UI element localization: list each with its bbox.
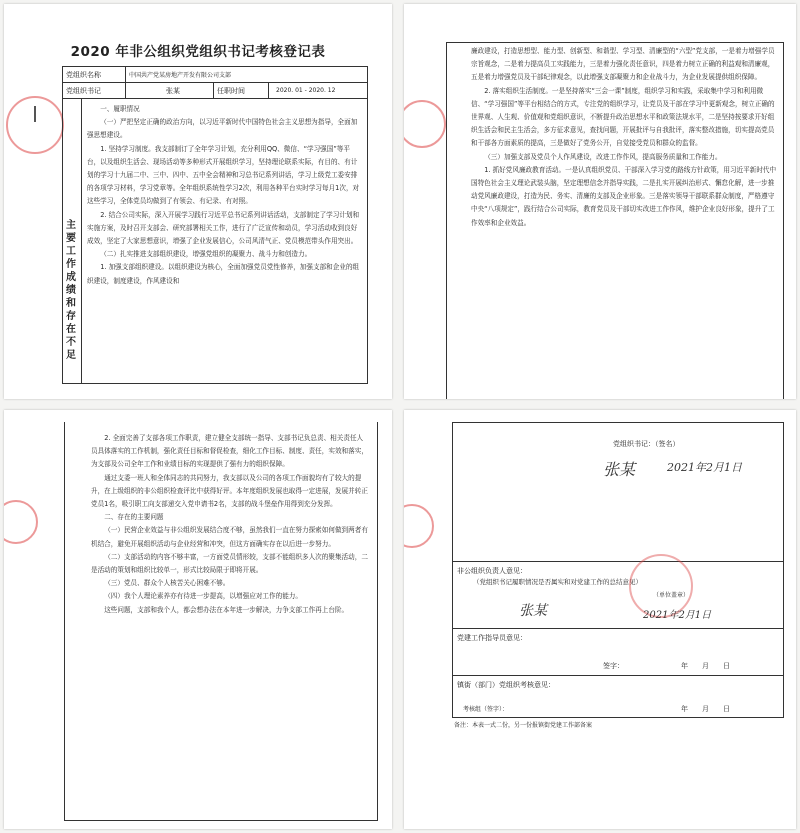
guide-label: 党建工作指导员意见： [457, 634, 527, 642]
term-label: 任职时间 [217, 86, 245, 95]
guide-date: 年 月 日 [681, 662, 730, 670]
document-page-1 [4, 4, 392, 399]
town-label: 镇街（部门）党组织考核意见： [457, 681, 555, 689]
org-head-signature: 张某 [519, 603, 547, 619]
org-head-opinion-row [453, 562, 783, 629]
secretary-signature-row [453, 423, 783, 562]
org-head-text: （党组织书记履职情况是否属实和对党建工作的总结意见） [473, 578, 642, 586]
paragraph: （三）加强支部及党员个人作风建设，改进工作作风，提高服务质量和工作能力。 [484, 152, 722, 161]
margin-mark [34, 106, 36, 122]
continuation-text [91, 432, 369, 820]
secretary-sign-label: 党组织书记：（签名） [613, 440, 680, 448]
paragraph: 2. 落实组织生活制度。一是坚持落实“三会一课”制度，组织学习和实践，采取集中学习和利用微信、“学习强国”等平台相结合的方式，专注党的组织学习，让党员及干部在学习中更新观念，树立正确的世界观、人生观、价值观和党组织意识，不断提升政治思想水平和政策法规水平，二是坚持按要求开好组织生活会和民主生活会，多方征求意见，查找问题，开展批评与自我批评，落实整改措施，切实提高党员和干部各方面素质的提高，三是做好了党务公开，自觉接受党员和群众的监督。 [471, 86, 775, 148]
paragraph: 1. 加强支部组织建设。以组织建设为核心，全面加强党员党性修养，加强支部和企业的组织建设，制度建设，作风建设和 [87, 263, 360, 285]
term-value: 2020. 01 - 2020. 12 [276, 87, 336, 94]
paragraph: 这些问题，支部和我个人，都会想办法在本年进一步解决，力争支部工作再上台阶。 [104, 605, 349, 614]
registration-table [62, 66, 368, 384]
secretary-sign-date: 2021年2月1日 [667, 461, 742, 474]
org-name-label: 党组织名称 [66, 70, 101, 79]
red-seal-stamp [4, 500, 38, 544]
work-summary-label: 主要工作成绩和存在不足 [66, 220, 76, 361]
paragraph: （一）严把坚定正确的政治方向，以习近平新时代中国特色社会主义思想为指导，全面加强思想建设。 [87, 118, 358, 140]
town-opinion-row [453, 676, 783, 717]
form-title: 2020 年非公组织党组织书记考核登记表 [70, 44, 326, 60]
opinion-frame [452, 422, 784, 718]
continuation-frame [446, 42, 784, 399]
secretary-value: 张某 [166, 86, 180, 95]
paragraph: 廉政建设，打造思想型、能力型、创新型、和谐型、学习型、清廉型的“六型”党支部，一是着力增强学员宗旨观念，二是着力提高员工实践能力，三是着力强化责任意识，四是着力树立正确的利益观和清廉观，五是着力增强党员及干部纪律观念，以此增强支部凝聚力和企业战斗力，为企业发展提供组织保障。 [471, 47, 775, 82]
paragraph: 1. 抓好党风廉政教育活动。一是认真组织党员、干部深入学习党的路线方针政策，用习近平新时代中国特色社会主义理论武装头脑，坚定理想信念并指导实践，二是扎实开展纠治形式、懈怠化解，进一步推动党风廉政建设，打造为民、务实、清廉的支部及企业形象。三是落实领导干部联系群众制度，严格遵守中央“八项规定”，践行结合公司实际，教育党员及干部切实改进工作作风，维护企业良好形象，提升了工作效率和企业效益。 [471, 165, 777, 227]
secretary-label: 党组织书记 [66, 86, 101, 95]
guide-opinion-row [453, 629, 783, 676]
red-seal-stamp [6, 96, 64, 154]
paragraph: 通过支委一班人和全体同志的共同努力，我支部以及公司的各项工作面貌均有了较大的提升，在上级组织的非公组织检查评比中获得好评。本年度组织发展也取得一定进展，发展并转正党员1名，吸引职工向支部递交入党申请书2名，支部的战斗堡垒作用得到充分发挥。 [91, 473, 368, 509]
org-head-label: 非公组织负责人意见： [457, 567, 527, 575]
paragraph: 2. 全面完善了支部各项工作职责，建立健全支部统一指导、支部书记负总责、相关责任人员具体落实的工作机制，强化责任目标和督促检查，细化工作目标、制度、责任，实效和落实，为支部及公司全年工作和业绩目标的实现提供了强有力的组织保障。 [91, 434, 368, 469]
org-head-date: 2021年2月1日 [643, 610, 712, 621]
guide-sign: 签字： [603, 662, 624, 670]
paragraph: 2. 结合公司实际，深入开展学习践行习近平总书记系列讲话活动，支部制定了学习计划和实施方案，及时召开支部会、研究部署相关工作，进行了广泛宣传和动员，学习活动收到良好成效，坚定了大家思想意识，增强了企业发展信心，公司风清气正、党员模范带头作用突出。 [87, 210, 360, 246]
secretary-signature: 张某 [603, 460, 636, 479]
org-name-value: 中国共产党某房地产开发有限公司支部 [129, 72, 232, 79]
paragraph: （三）党员、群众个人核苦关心困难不够。 [104, 579, 230, 588]
continuation-text [471, 45, 777, 399]
paragraph: （四）我个人理论素养亦有待进一步提高，以增强应对工作的能力。 [104, 592, 302, 601]
org-name-row [63, 67, 367, 83]
red-seal-stamp [404, 504, 434, 548]
paragraph: （一）民营企业效益与非公组织发展结合度不够，虽然我们一直在努力探索如何做到两者有机结合，避免开展组织活动与企业经营和冲突，但这方面确实存在以后进一步努力。 [91, 526, 368, 548]
red-seal-stamp [404, 100, 446, 148]
side-column [63, 99, 82, 383]
paragraph: 二、存在的主要问题 [104, 513, 164, 522]
paragraph: 一、履职情况 [100, 105, 140, 113]
document-page-3 [4, 410, 392, 829]
document-page-4 [404, 410, 796, 829]
paragraph: （二）支部活动的内容不够丰富，一方面党员情形较，支部不能组织多人次的聚集活动，二是活动的策划和组织比较单一，形式比较局限于即将开展。 [91, 552, 368, 575]
secretary-row [63, 83, 367, 99]
town-date: 年 月 日 [681, 705, 730, 713]
org-head-seal: （单位盖章） [653, 592, 690, 599]
continuation-frame [64, 422, 378, 821]
paragraph: （二）扎实推进支部组织建设，增强党组织的凝聚力、战斗力和创造力。 [100, 250, 312, 259]
town-sign: 考核组（签字）： [463, 706, 509, 713]
document-page-2 [404, 4, 796, 399]
paragraph: 1. 坚持学习制度。我支部制订了全年学习计划，充分利用QQ、微信、“学习强国”等平台，以及组织生活会、现场活动等多种形式开展组织学习，坚持理论联系实际，有目的、有计划的学习十九届二中、三中、四中、五中全会精神和习总书记系列讲话，学习上级党工委安排的各项学习材料，学习党章等。全年组织系统性学习2次，利用各种平台实时学习每月1次，对这些学习，全体党员均做到了有领会、有记录、有对照。 [87, 144, 360, 206]
footnote: 备注：本表一式二份，另一份报镇街党建工作部备案 [454, 722, 593, 729]
work-summary-text [87, 103, 363, 381]
